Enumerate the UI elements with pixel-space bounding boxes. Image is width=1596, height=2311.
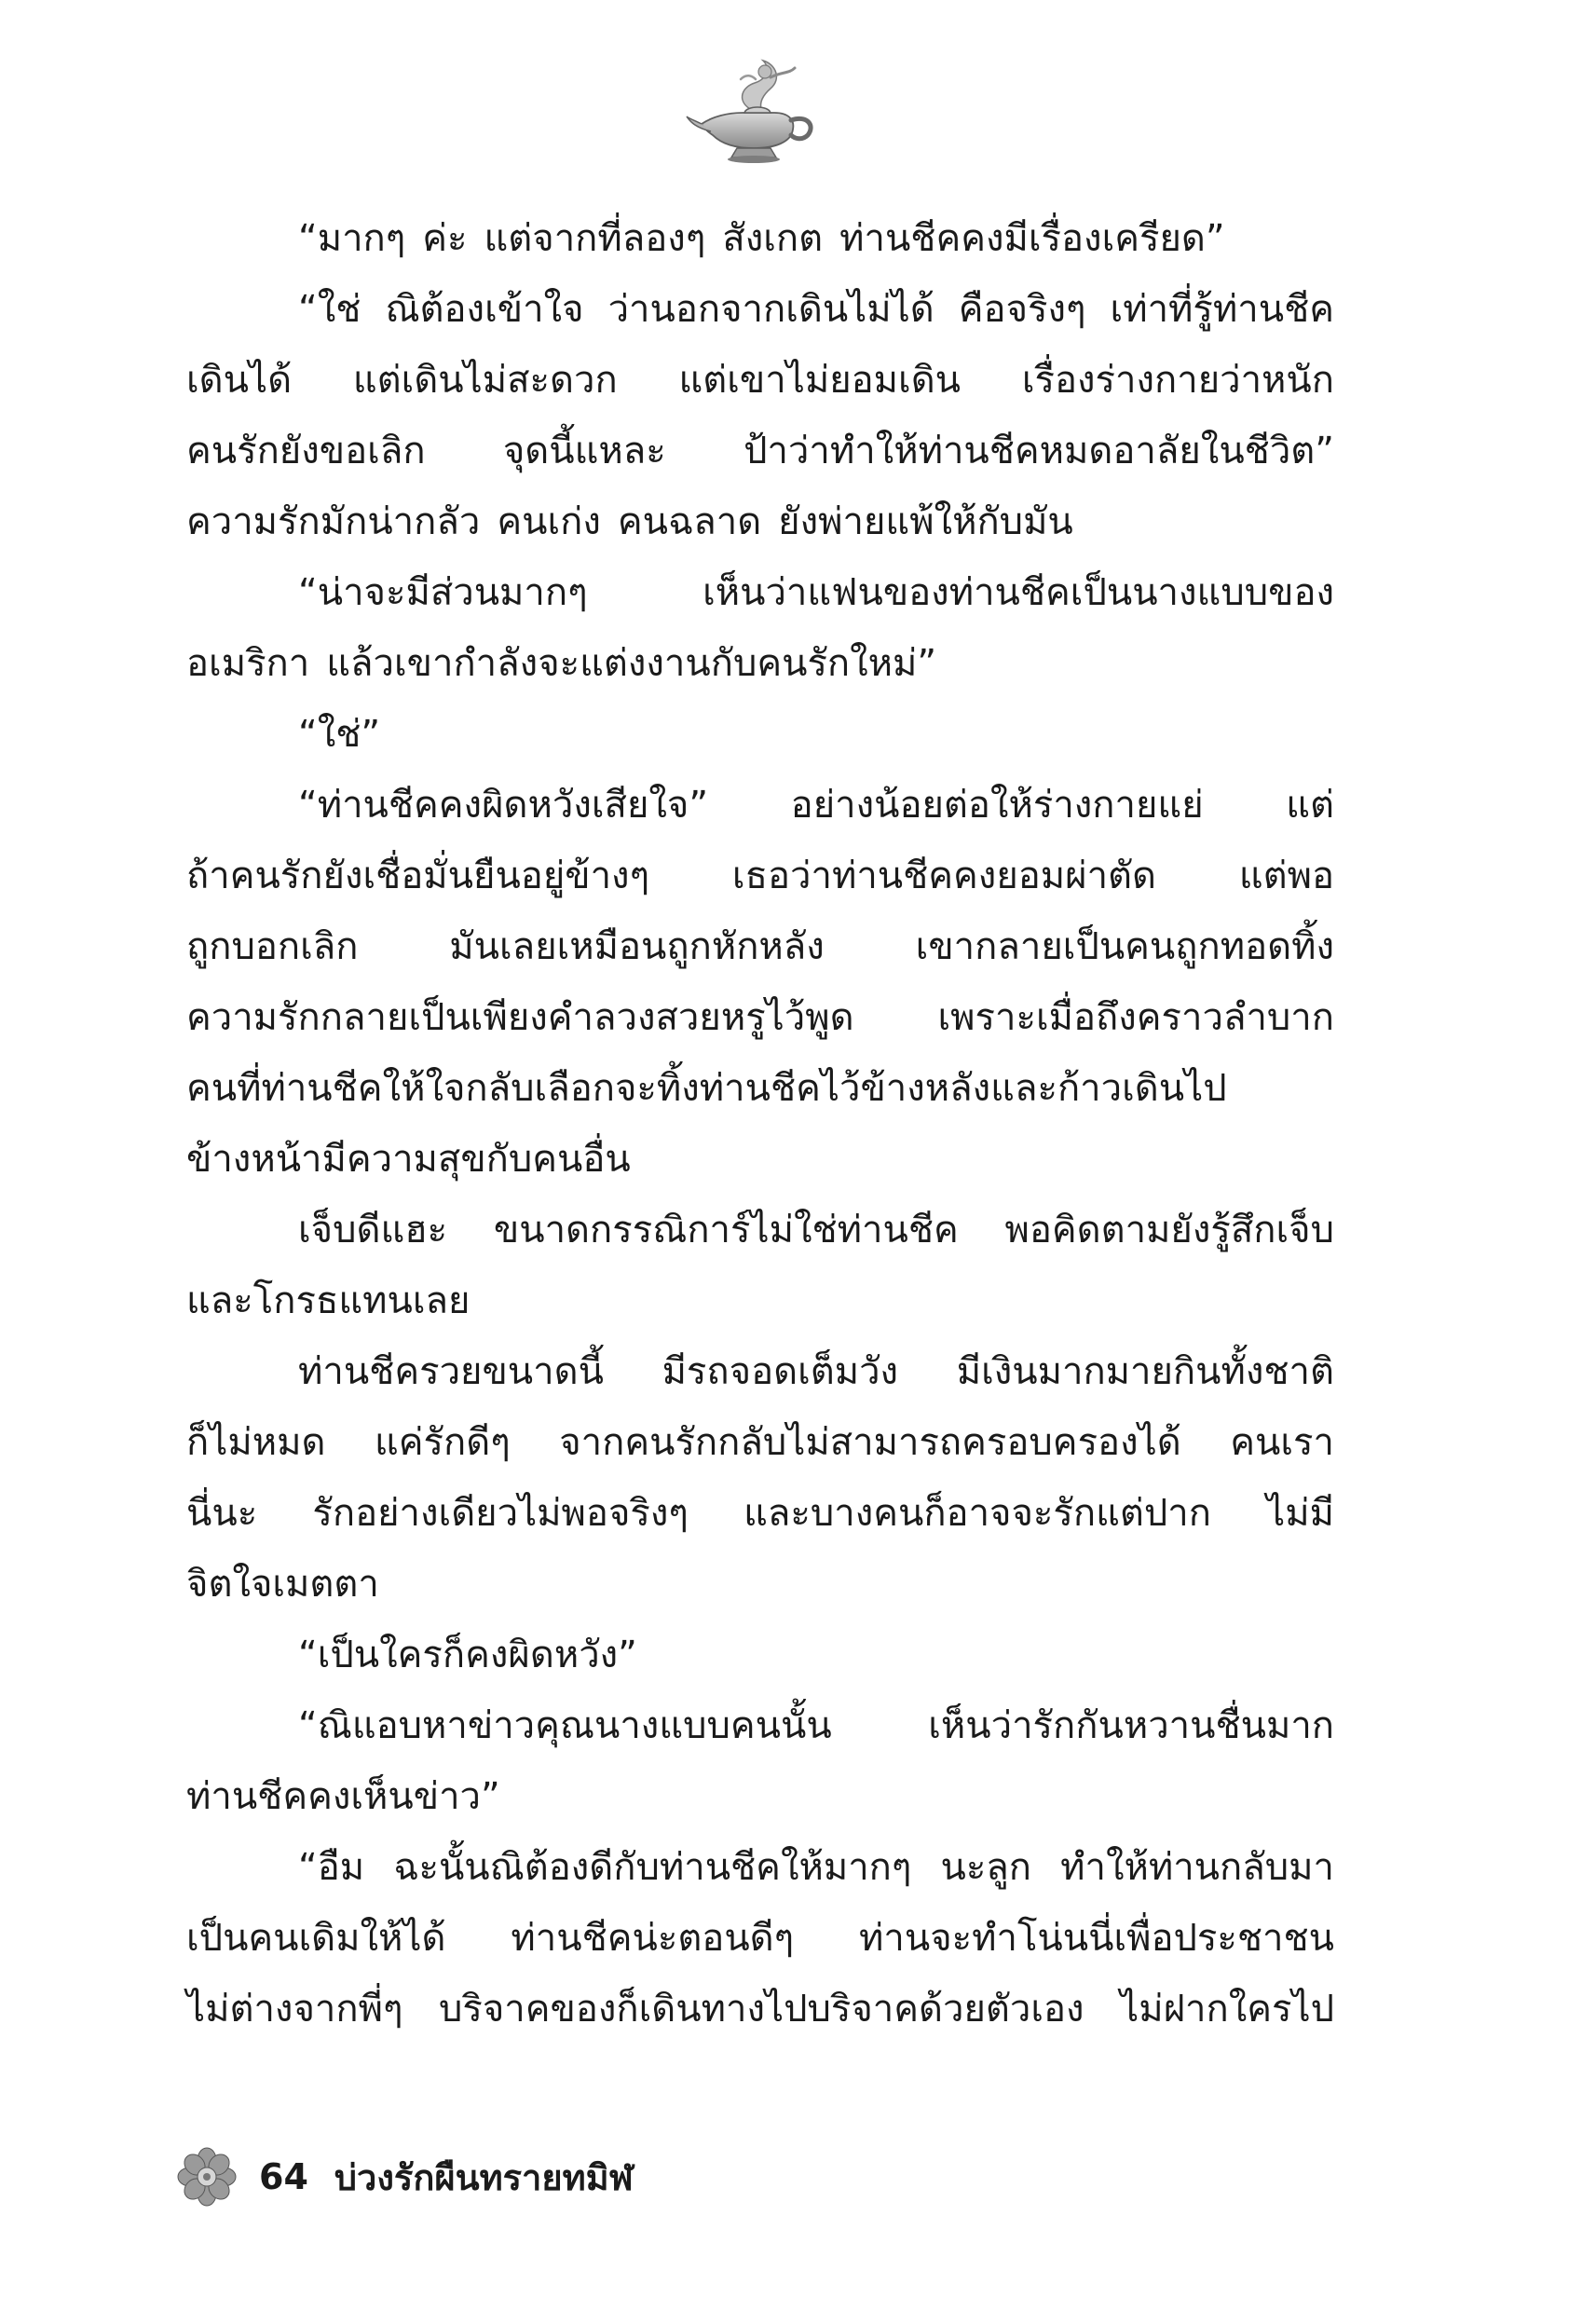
text-segment: คนฉลาด bbox=[617, 500, 762, 543]
text-segment: “ณิแอบหาข่าวคุณนางแบบคนนั้น bbox=[298, 1704, 832, 1747]
text-line bbox=[186, 1195, 1334, 1265]
text-segment: “อืม bbox=[298, 1846, 365, 1889]
text-segment: บริจาคของก็เดินทางไปบริจาคด้วยตัวเอง bbox=[438, 1988, 1084, 2031]
text-segment: ความรักกลายเป็นเพียงคำลวงสวยหรูไว้พูด bbox=[186, 996, 854, 1039]
text-line bbox=[186, 486, 1334, 557]
text-segment: เท่าที่รู้ท่านชีค bbox=[1110, 288, 1334, 331]
text-segment: ก็ไม่หมด bbox=[186, 1421, 326, 1464]
text-segment: ณิต้องเข้าใจ bbox=[385, 288, 584, 331]
text-segment: แต่เดินไม่สะดวก bbox=[352, 359, 618, 402]
text-segment: ถูกบอกเลิก bbox=[186, 925, 359, 968]
text-line bbox=[186, 628, 1334, 699]
text-line bbox=[186, 1336, 1334, 1407]
body-text bbox=[186, 203, 1334, 2044]
text-segment: เธอว่าท่านชีคคงยอมผ่าตัด bbox=[731, 855, 1156, 897]
text-segment: ค่ะ bbox=[422, 217, 468, 260]
page-number: 64 bbox=[259, 2156, 308, 2197]
text-segment: ท่านจะทำโน่นนี่เพื่อประชาชน bbox=[859, 1917, 1334, 1960]
text-segment: ท่านชีคคงเห็นข่าว” bbox=[186, 1775, 500, 1818]
text-line bbox=[186, 1620, 1334, 1690]
genie-lamp-icon bbox=[685, 51, 825, 168]
text-line bbox=[186, 982, 1334, 1053]
text-segment: มีรถจอดเต็มวัง bbox=[662, 1350, 899, 1393]
text-segment: และโกรธแทนเลย bbox=[186, 1279, 471, 1322]
text-segment: อเมริกา bbox=[186, 642, 310, 685]
text-segment: ป้าว่าทำให้ท่านชีคหมดอาลัยในชีวิต” bbox=[743, 430, 1334, 472]
text-segment: และบางคนก็อาจจะรักแต่ปาก bbox=[743, 1492, 1211, 1535]
text-segment: เรื่องร่างกายว่าหนัก bbox=[1021, 359, 1334, 402]
text-segment: เป็นคนเดิมให้ได้ bbox=[186, 1917, 446, 1960]
text-segment: ท่านชีครวยขนาดนี้ bbox=[298, 1350, 604, 1393]
text-segment: คนรักยังขอเลิก bbox=[186, 430, 426, 472]
text-segment: “มากๆ bbox=[298, 217, 406, 260]
text-line bbox=[186, 911, 1334, 982]
text-segment: แต่เขาไม่ยอมเดิน bbox=[678, 359, 962, 402]
text-segment: “ใช่ bbox=[298, 288, 361, 331]
text-segment: มันเลยเหมือนถูกหักหลัง bbox=[449, 925, 825, 968]
text-segment: เห็นว่าแฟนของท่านชีคเป็นนางแบบของ bbox=[703, 571, 1334, 614]
text-segment: แต่จากที่ลองๆ bbox=[484, 217, 706, 260]
text-segment: “เป็นใครก็คงผิดหวัง” bbox=[298, 1634, 637, 1676]
text-segment: ไม่มี bbox=[1266, 1492, 1334, 1535]
page-footer bbox=[177, 2140, 634, 2214]
text-line bbox=[186, 841, 1334, 911]
text-segment: ไม่ต่างจากพี่ๆ bbox=[186, 1988, 403, 2031]
text-segment: “ท่านชีคคงผิดหวังเสียใจ” bbox=[298, 784, 709, 827]
text-segment: เขากลายเป็นคนถูกทอดทิ้ง bbox=[915, 925, 1334, 968]
text-segment: แล้วเขากำลังจะแต่งงานกับคนรักใหม่” bbox=[326, 642, 937, 685]
text-segment: นะลูก bbox=[940, 1846, 1032, 1889]
text-segment: ท่านชีคคงมีเรื่องเครียด” bbox=[839, 217, 1225, 260]
text-line bbox=[186, 1974, 1334, 2044]
text-segment: จุดนี้แหละ bbox=[502, 430, 666, 472]
text-segment: แต่พอ bbox=[1238, 855, 1334, 897]
text-segment: มีเงินมากมายกินทั้งชาติ bbox=[956, 1350, 1334, 1393]
text-line bbox=[186, 770, 1334, 841]
text-line bbox=[186, 416, 1334, 486]
text-line bbox=[186, 1053, 1334, 1124]
text-line bbox=[186, 1549, 1334, 1620]
text-segment: รักอย่างเดียวไม่พอจริงๆ bbox=[312, 1492, 689, 1535]
text-line bbox=[186, 1478, 1334, 1549]
text-segment: ทำให้ท่านกลับมา bbox=[1060, 1846, 1334, 1889]
text-segment: ถ้าคนรักยังเชื่อมั่นยืนอยู่ข้างๆ bbox=[186, 855, 650, 897]
text-segment: ฉะนั้นณิต้องดีกับท่านชีคให้มากๆ bbox=[393, 1846, 912, 1889]
book-title: บ่วงรักผืนทรายทมิฬ bbox=[334, 2156, 634, 2198]
text-line bbox=[186, 1903, 1334, 1974]
text-segment: ไม่ฝากใครไป bbox=[1120, 1988, 1334, 2031]
text-line bbox=[186, 557, 1334, 628]
text-segment: จากคนรักกลับไม่สามารถครอบครองได้ bbox=[559, 1421, 1181, 1464]
text-segment: ว่านอกจากเดินไม่ได้ bbox=[607, 288, 934, 331]
text-segment: นี่นะ bbox=[186, 1492, 258, 1535]
text-segment: แต่ bbox=[1286, 784, 1334, 827]
text-segment: “ใช่” bbox=[298, 713, 381, 756]
text-segment: ความรักมักน่ากลัว bbox=[186, 500, 481, 543]
text-segment: พอคิดตามยังรู้สึกเจ็บ bbox=[1004, 1209, 1334, 1251]
text-segment: เดินได้ bbox=[186, 359, 293, 402]
text-line bbox=[186, 274, 1334, 345]
text-segment: “น่าจะมีส่วนมากๆ bbox=[298, 571, 588, 614]
text-segment: เจ็บดีแฮะ bbox=[298, 1209, 448, 1251]
text-line bbox=[186, 345, 1334, 416]
flower-icon bbox=[177, 2147, 237, 2207]
text-segment: ยังพ่ายแพ้ให้กับมัน bbox=[778, 500, 1073, 543]
text-segment: คนเรา bbox=[1230, 1421, 1334, 1464]
text-segment: แค่รักดีๆ bbox=[374, 1421, 511, 1464]
text-segment: สังเกต bbox=[722, 217, 824, 260]
text-segment: จิตใจเมตตา bbox=[186, 1563, 379, 1606]
text-segment: คนเก่ง bbox=[497, 500, 601, 543]
text-segment: ท่านชีคน่ะตอนดีๆ bbox=[511, 1917, 795, 1960]
text-segment: เพราะเมื่อถึงคราวลำบาก bbox=[937, 996, 1334, 1039]
text-line bbox=[186, 1124, 1334, 1195]
text-segment: ข้างหน้ามีความสุขกับคนอื่น bbox=[186, 1138, 631, 1181]
text-segment: เห็นว่ารักกันหวานชื่นมาก bbox=[928, 1704, 1334, 1747]
text-line bbox=[186, 1690, 1334, 1761]
text-line bbox=[186, 203, 1334, 274]
text-segment: ขนาดกรรณิการ์ไม่ใช่ท่านชีค bbox=[493, 1209, 959, 1251]
text-line bbox=[186, 699, 1334, 770]
text-line bbox=[186, 1761, 1334, 1832]
text-line bbox=[186, 1407, 1334, 1478]
text-line bbox=[186, 1265, 1334, 1336]
text-segment: คือจริงๆ bbox=[958, 288, 1086, 331]
text-segment: คนที่ท่านชีคให้ใจกลับเลือกจะทิ้งท่านชีคไว้ข้างหลังและก้าวเดินไป bbox=[186, 1067, 1227, 1110]
text-line bbox=[186, 1832, 1334, 1903]
text-segment: อย่างน้อยต่อให้ร่างกายแย่ bbox=[790, 784, 1204, 827]
